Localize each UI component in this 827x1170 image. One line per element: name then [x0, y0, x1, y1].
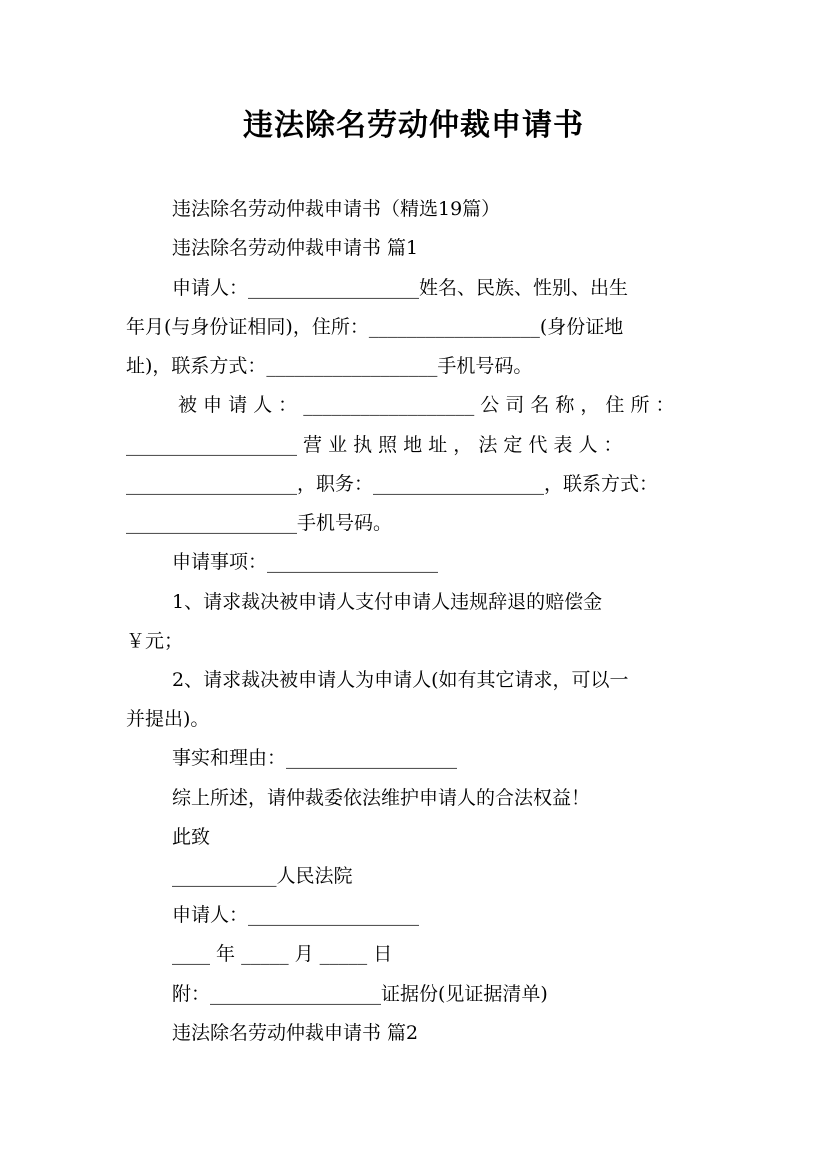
conclusion-line: 综上所述，请仲裁委依法维护申请人的合法权益！ [172, 787, 591, 809]
section-heading: 违法除名劳动仲裁申请书 篇1 [172, 237, 419, 259]
applicant-line: 址)，联系方式：__________________手机号码。 [126, 355, 533, 377]
date-line: ____ 年 _____ 月 _____ 日 [172, 943, 393, 965]
claim-item: 2、请求裁决被申请人为申请人(如有其它请求，可以一 [172, 669, 629, 691]
subtitle-line: 违法除名劳动仲裁申请书（精选19篇） [172, 198, 501, 220]
respondent-line: __________________手机号码。 [126, 512, 393, 534]
respondent-line: __________________，职务：__________________，联系方式： [126, 473, 659, 495]
attachment-line: 附：__________________证据份(见证据清单) [172, 983, 548, 1005]
signature-applicant: 申请人：__________________ [172, 904, 420, 926]
claim-item: ￥元； [126, 630, 184, 652]
section-heading: 违法除名劳动仲裁申请书 篇2 [172, 1022, 419, 1044]
applicant-line: 申请人：__________________姓名、民族、性别、出生 [172, 277, 629, 299]
applicant-line: 年月(与身份证相同)，住所：__________________(身份证地 [126, 316, 624, 338]
claim-item: 并提出)。 [126, 708, 210, 730]
claims-heading: 申请事项：__________________ [172, 551, 439, 573]
respondent-line: __________________ 营 业 执 照 地 址 ， 法 定 代 表 人 ： [126, 434, 623, 456]
document-title: 违法除名劳动仲裁申请书 [243, 108, 584, 143]
salutation-line: 此致 [172, 826, 211, 848]
court-line: ___________人民法院 [172, 865, 353, 887]
claim-item: 1、请求裁决被申请人支付申请人违规辞退的赔偿金 [172, 591, 603, 613]
respondent-line: 被 申 请 人 ： __________________ 公 司 名 称 ， 住 所 ： [178, 394, 675, 416]
facts-line: 事实和理由：__________________ [172, 747, 458, 769]
